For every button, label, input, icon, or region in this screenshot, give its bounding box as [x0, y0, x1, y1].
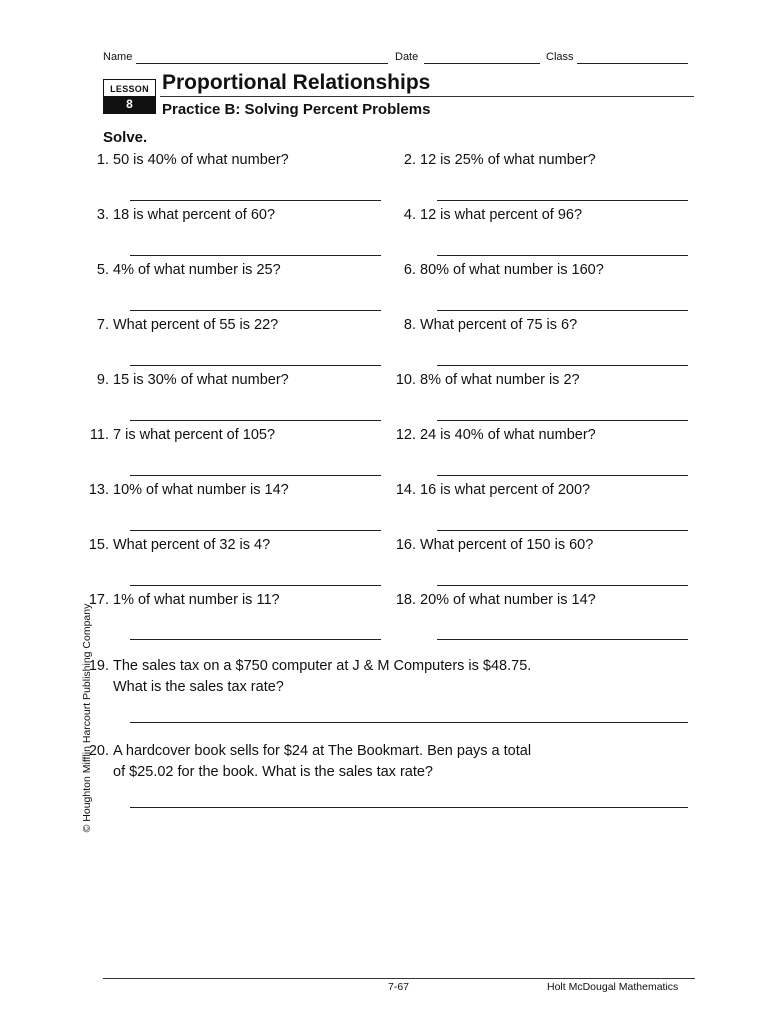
lesson-badge [103, 79, 156, 114]
problem-3 [82, 207, 275, 223]
problem-4 [389, 207, 582, 223]
problem-14 [389, 482, 590, 498]
title-divider [160, 96, 694, 97]
problem-text: 7 is what percent of 105? [113, 427, 276, 443]
problem-number: 13. [88, 482, 109, 498]
answer-line-1[interactable] [130, 200, 381, 201]
problem-text: 16 is what percent of 200? [420, 482, 591, 498]
problem-20 [82, 741, 543, 783]
problem-number: 4. [403, 207, 416, 223]
problem-number: 14. [395, 482, 416, 498]
answer-line-5[interactable] [130, 310, 381, 311]
answer-line-19[interactable] [130, 722, 688, 723]
problem-number: 1. [96, 152, 109, 168]
instructions: Solve. [103, 129, 148, 146]
name-label: Name [103, 51, 133, 63]
problem-text: A hardcover book sells for $24 at The Bookmart. Ben pays a total of $25.02 for the book. What is the sales tax rate? [113, 743, 532, 780]
answer-line-4[interactable] [437, 255, 688, 256]
problem-number: 2. [403, 152, 416, 168]
problem-5 [82, 262, 281, 278]
problem-number: 20. [88, 743, 109, 759]
answer-line-13[interactable] [130, 530, 381, 531]
problem-11 [82, 427, 275, 443]
answer-line-10[interactable] [437, 420, 688, 421]
problem-17 [82, 592, 280, 608]
answer-line-9[interactable] [130, 420, 381, 421]
answer-line-11[interactable] [130, 475, 381, 476]
answer-line-18[interactable] [437, 639, 688, 640]
copyright-notice: © Houghton Mifflin Harcourt Publishing Company [81, 603, 93, 833]
problem-text: 1% of what number is 11? [113, 592, 280, 608]
problem-number: 6. [403, 262, 416, 278]
problem-number: 17. [88, 592, 109, 608]
page-title: Proportional Relationships [162, 71, 431, 94]
problem-text: What percent of 75 is 6? [420, 317, 578, 333]
problem-12 [389, 427, 596, 443]
problem-2 [389, 152, 596, 168]
problem-number: 7. [96, 317, 109, 333]
page-number: 7-67 [388, 981, 410, 993]
answer-line-8[interactable] [437, 365, 688, 366]
name-field[interactable] [136, 63, 388, 64]
problem-text: 15 is 30% of what number? [113, 372, 289, 388]
problem-text: What percent of 150 is 60? [420, 537, 594, 553]
problem-8 [389, 317, 577, 333]
problem-10 [389, 372, 580, 388]
problem-13 [82, 482, 289, 498]
problem-text: The sales tax on a $750 computer at J & M Computers is $48.75. What is the sales tax rate? [113, 658, 532, 695]
problem-text: 80% of what number is 160? [420, 262, 604, 278]
answer-line-16[interactable] [437, 585, 688, 586]
problem-number: 12. [395, 427, 416, 443]
problem-number: 15. [88, 537, 109, 553]
problem-text: 4% of what number is 25? [113, 262, 281, 278]
answer-line-7[interactable] [130, 365, 381, 366]
problem-9 [82, 372, 289, 388]
problem-text: 18 is what percent of 60? [113, 207, 276, 223]
problem-7 [82, 317, 278, 333]
problem-text: 10% of what number is 14? [113, 482, 289, 498]
page-subtitle: Practice B: Solving Percent Problems [162, 101, 431, 118]
class-field[interactable] [577, 63, 688, 64]
problem-18 [389, 592, 596, 608]
answer-line-12[interactable] [437, 475, 688, 476]
problem-text: 12 is 25% of what number? [420, 152, 596, 168]
problem-15 [82, 537, 270, 553]
problem-text: What percent of 55 is 22? [113, 317, 279, 333]
problem-number: 16. [395, 537, 416, 553]
problem-number: 5. [96, 262, 109, 278]
problem-19 [82, 656, 543, 698]
publisher-name: Holt McDougal Mathematics [547, 981, 679, 993]
problem-number: 11. [89, 427, 109, 443]
problem-text: 50 is 40% of what number? [113, 152, 289, 168]
footer-divider [103, 978, 695, 979]
answer-line-14[interactable] [437, 530, 688, 531]
date-label: Date [395, 51, 419, 63]
problem-text: 12 is what percent of 96? [420, 207, 583, 223]
date-field[interactable] [424, 63, 540, 64]
lesson-label: LESSON [104, 80, 155, 96]
problem-16 [389, 537, 593, 553]
answer-line-15[interactable] [130, 585, 381, 586]
problem-1 [82, 152, 289, 168]
answer-line-6[interactable] [437, 310, 688, 311]
problem-text: What percent of 32 is 4? [113, 537, 271, 553]
problem-number: 9. [96, 372, 109, 388]
answer-line-17[interactable] [130, 639, 381, 640]
problem-number: 18. [395, 592, 416, 608]
problem-text: 20% of what number is 14? [420, 592, 596, 608]
problem-number: 8. [403, 317, 416, 333]
problem-text: 8% of what number is 2? [420, 372, 580, 388]
problem-text: 24 is 40% of what number? [420, 427, 596, 443]
problem-number: 10. [395, 372, 416, 388]
class-label: Class [546, 51, 574, 63]
problem-number: 19. [88, 658, 109, 674]
problem-number: 3. [96, 207, 109, 223]
answer-line-20[interactable] [130, 807, 688, 808]
answer-line-3[interactable] [130, 255, 381, 256]
answer-line-2[interactable] [437, 200, 688, 201]
problem-6 [389, 262, 604, 278]
lesson-number: 8 [104, 96, 155, 114]
